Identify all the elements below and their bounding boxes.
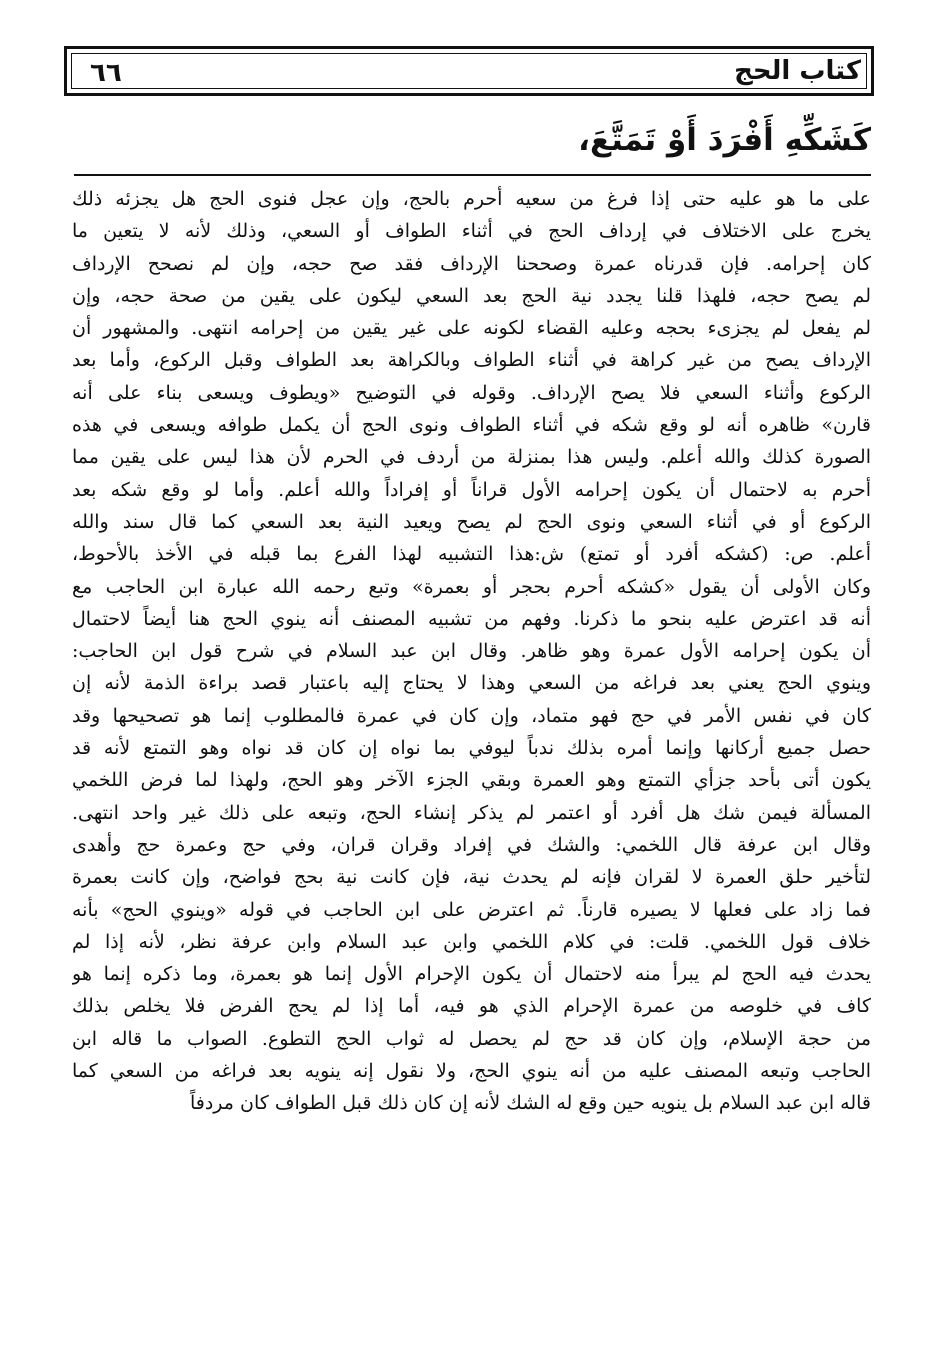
text-line: يحدث فيه الحج لم يبرأ منه لاحتمال أن يكون الإحرام الأول إنما هو بعمرة، وما ذكره إنما هو: [72, 963, 871, 986]
text-line: خلاف قول اللخمي. قلت: في كلام اللخمي وابن عبد السلام وابن عرفة نظر، لأنه إذا لم: [72, 930, 871, 953]
text-line: وينوي الحج يعني بعد فراغه من السعي وهذا لا يحتاج إليه باعتبار قصد براءة الذمة لأنه إن: [72, 672, 871, 695]
text-line: المسألة فيمن شك هل أفرد أو اعتمر لم يذكر إنشاء الحج، وتبعه على ذلك غير واحد انتهى.: [72, 801, 871, 824]
text-line: أنه قد اعترض عليه بنحو ما ذكرنا. وفهم من تشبيه المصنف أنه ينوي الحج هنا أيضاً لاحتمال: [72, 607, 871, 630]
text-line: كان إحرامه. فإن قدرناه عمرة وصححنا الإرداف فقد صح حجه، وإن لم نصحح الإرداف: [72, 252, 871, 275]
text-line: على ما هو عليه حتى إذا فرغ من سعيه أحرم بالحج، وإن عجل فنوى الحج هل يجزئه ذلك: [72, 188, 871, 210]
heading-divider: [74, 174, 871, 176]
text-line: حصل جميع أركانها وإنما أمره بذلك ندباً ليوفي بما نواه إن كان قد نواه وهو التمتع لأنه قد: [72, 737, 871, 760]
text-line: لم يصح حجه، فلهذا قلنا يجدد نية الحج بعد السعي ليكون على يقين من صحة حجه، وإن: [72, 284, 871, 307]
book-title: كتاب الحج: [734, 56, 861, 86]
text-line: وكان الأولى أن يقول «كشكه أحرم بحجر أو بعمرة» وتبع رحمه الله عبارة ابن الحاجب مع: [72, 575, 871, 598]
text-line: الصورة كذلك والله أعلم. وليس هذا بمنزلة من أردف في الحرم لأن هذا ليس على يقين مما: [72, 446, 871, 469]
text-line: قارن» ظاهره أنه لو وقع شكه في أثناء الطواف ونوى الحج أن يكمل طوافه ويسعى في هذه: [72, 414, 871, 437]
text-line: الركوع وأثناء السعي فلا يصح الإرداف. وقوله في التوضيح «ويطوف ويسعى بناء على أنه: [72, 381, 871, 404]
text-line: الركوع أو في أثناء السعي ونوى الحج لم يصح ويعيد النية بعد السعي كما قال سند والله: [72, 510, 871, 533]
text-line: الحاجب وتبعه المصنف عليه من أنه ينوي الحج، ولا نقول إنه ينويه بعد فراغه من السعي كما: [72, 1060, 871, 1083]
text-line: أحرم به لاحتمال أن يكون إحرامه الأول قراناً أو إفراداً والله أعلم. وأما لو وقع شكه بعد: [72, 478, 871, 501]
body-text: [72, 183, 871, 1120]
text-line: لم يفعل لم يجزىء بحجه وعليه القضاء لكونه على غير يقين من إحرامه انتهى. والمشهور أن: [72, 317, 871, 340]
text-line: لتأخير حلق العمرة لا لقران فإنه لم يحدث نية، فإن كانت نية بحج فواضح، وإن كانت بعمرة: [72, 866, 871, 889]
page-number: ٦٦: [90, 58, 122, 88]
text-line: كاف في خلوصه من عمرة الإحرام الذي هو فيه، أما إذا لم يحج الفرض فلا يخلص بذلك: [72, 995, 871, 1018]
text-line: يخرج على الاختلاف في إرداف الحج في أثناء الطواف أو السعي، وذلك لأنه لا يتعين ما: [72, 220, 871, 243]
text-line: أعلم. ص: (كشكه أفرد أو تمتع) ش:هذا التشبيه لهذا الفرع بما قبله في الأخذ بالأحوط،: [72, 543, 871, 566]
text-line: من حجة الإسلام، وإن كان قد حج لم يحصل له ثواب الحج التطوع. الصواب ما قاله ابن: [72, 1027, 871, 1050]
text-line: وقال ابن عرفة قال اللخمي: والشك في إفراد وقران قران، وفي حج وعمرة حج وأهدى: [72, 833, 871, 856]
text-line: قاله ابن عبد السلام بل ينويه حين وقع له الشك لأنه إن كان ذلك قبل الطواف كان مردفاً: [189, 1092, 871, 1115]
text-line: يكون أتى بأحد جزأي التمتع وهو العمرة وبقي الجزء الآخر وهو الحج، ولهذا لما فرض اللخمي: [72, 769, 871, 792]
text-line: فما زاد على فعلها لا يصيره قارناً. ثم اعترض على ابن الحاجب في قوله «وينوي الحج» بأنه: [72, 898, 871, 921]
section-heading: كَشَكِّهِ أَفْرَدَ أَوْ تَمَتَّعَ،: [578, 122, 871, 158]
text-line: أن يكون إحرامه الأول عمرة وهو ظاهر. وقال ابن عبد السلام في شرح قول ابن الحاجب:: [72, 640, 871, 663]
text-line: كان في نفس الأمر في حج فهو متماد، وإن كان في عمرة فالمطلوب إنما هو تصحيحها وقد: [72, 704, 871, 727]
text-line: الإرداف يصح من غير كراهة في أثناء الطواف وبالكراهة بعد الطواف وقبل الركوع، وأما بعد: [72, 349, 871, 372]
